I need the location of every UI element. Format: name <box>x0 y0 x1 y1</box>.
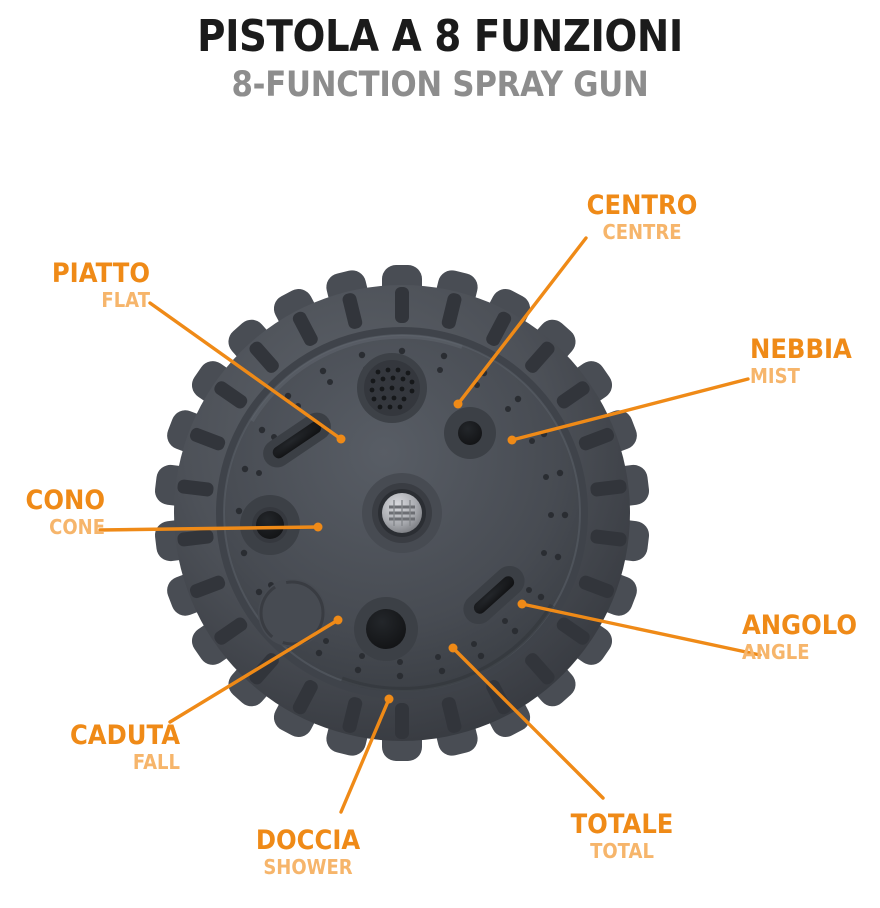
callout-centro <box>552 192 732 243</box>
callout-caduta-it: CADUTA <box>69 720 180 751</box>
callout-centro-en: CENTRE <box>602 220 682 244</box>
callout-angolo <box>742 612 880 663</box>
callout-caduta <box>10 722 180 773</box>
callout-angolo-en: ANGLE <box>742 640 810 664</box>
nozzle-port-fall <box>258 579 326 647</box>
callout-centro-it: CENTRO <box>586 190 698 221</box>
page-title-block <box>0 11 880 106</box>
callout-piatto <box>0 260 150 311</box>
page-subtitle: 8-FUNCTION SPRAY GUN <box>231 65 649 106</box>
callout-cono <box>0 487 105 538</box>
nozzle-port-cone <box>240 495 300 555</box>
callout-nebbia-it: NEBBIA <box>750 334 852 365</box>
nozzle-port-total <box>354 597 418 661</box>
nozzle-port-centre <box>357 353 427 423</box>
nozzle-centre-screw <box>362 473 442 553</box>
callout-nebbia-en: MIST <box>750 364 800 388</box>
callout-nebbia <box>750 336 880 387</box>
nozzle-port-mist <box>444 407 496 459</box>
callout-doccia-en: SHOWER <box>263 855 353 879</box>
spray-gun-nozzle-image <box>152 255 652 775</box>
callout-caduta-en: FALL <box>132 750 180 774</box>
page-title: PISTOLA A 8 FUNZIONI <box>197 11 683 62</box>
callout-cono-en: CONE <box>49 515 105 539</box>
callout-totale-en: TOTAL <box>590 839 654 863</box>
callout-totale-it: TOTALE <box>570 809 674 840</box>
callout-cono-it: CONO <box>25 485 105 516</box>
callout-piatto-en: FLAT <box>101 288 150 312</box>
callout-totale <box>532 811 712 862</box>
callout-doccia <box>218 827 398 878</box>
callout-angolo-it: ANGOLO <box>742 610 858 641</box>
callout-piatto-it: PIATTO <box>51 258 150 289</box>
callout-doccia-it: DOCCIA <box>255 825 361 856</box>
